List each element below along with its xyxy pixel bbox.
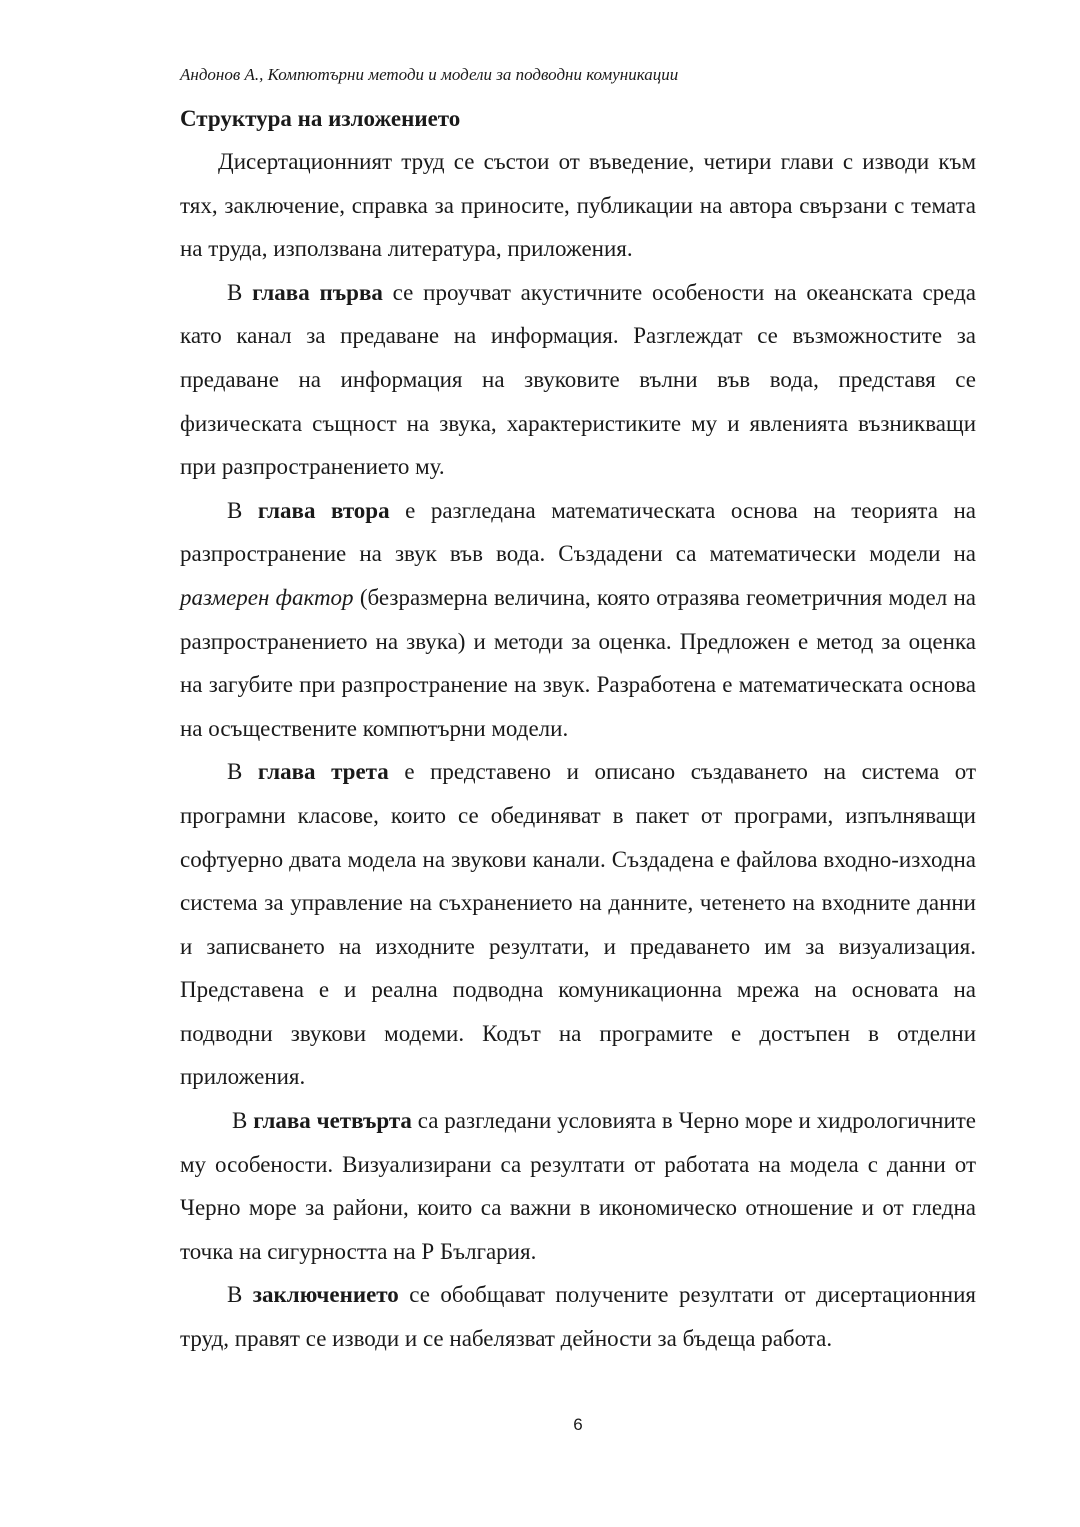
chapter-two-term: глава втора: [257, 497, 390, 523]
paragraph-text: е представено и описано създаването на система от програмни класове, които се обединяват в пакет от програми, изпълняващи софтуерно двата модела на звукови канали. Създадена е файлова входно-изходна система за управление на съхранението на данните, четенето на входните данни и записването на изходните резултати, и предаването им за визуализация. Представена е и реална подводна комуникационна мрежа на основата на подводни звукови модеми. Кодът на програмите е достъпен в отделни приложения.: [180, 759, 976, 1090]
chapter-three-term: глава трета: [257, 759, 389, 785]
paragraph-text: се обобщават получените резултати от дисертационния труд, правят се изводи и се набелязват дейности за бъдеща работа.: [180, 1282, 977, 1352]
chapter-four-term: глава четвърта: [253, 1108, 412, 1134]
paragraph-text: са разгледани условията в Черно море и хидрологичните му особености. Визуализирани са резултати от работата на модела с данни от Черно море за райони, които са важни в икономическо отношение и от гледна точка на сигурността на Р България.: [180, 1108, 977, 1264]
paragraph-text: е разгледана математическата основа на теорията на разпространение на звук във вода. Създадени са математически модели на: [180, 497, 976, 567]
paragraph-text-lead: В: [227, 1282, 253, 1308]
conclusion-term: заключението: [252, 1282, 399, 1308]
paragraph-text-lead: В: [227, 497, 258, 523]
body-text: [180, 140, 976, 1361]
paragraph-chapter-two: [180, 489, 976, 751]
paragraph-chapter-three: [180, 750, 976, 1099]
paragraph-text-lead: В: [227, 759, 258, 785]
running-header: Андонов А., Компютърни методи и модели за подводни комуникации: [180, 65, 679, 84]
section-heading: Структура на изложението: [180, 106, 461, 131]
paragraph-introduction: [180, 140, 976, 271]
paragraph-text-lead: В: [227, 279, 253, 305]
page-number: 6: [573, 1415, 583, 1434]
paragraph-conclusion: [180, 1273, 976, 1360]
dimension-factor-term: размерен фактор: [180, 584, 354, 610]
paragraph-chapter-four: [180, 1099, 976, 1273]
paragraph-text-lead: В: [232, 1108, 254, 1134]
chapter-one-term: глава първа: [252, 279, 383, 305]
paragraph-chapter-one: [180, 271, 976, 489]
paragraph-text: се проучват акустичните особености на океанската среда като канал за предаване на информация. Разглеждат се възможностите за предаване на информация на звуковите вълни във вода, представя се физическата същност на звука, характеристиките му и явленията възникващи при разпространението му.: [180, 279, 977, 480]
paragraph-text: (безразмерна величина, която отразява геометричния модел на разпространението на звука) и методи за оценка. Предложен е метод за оценка на загубите при разпространение на звук. Разработена е математическата основа на осъществените компютърни модели.: [180, 584, 976, 741]
paragraph-text: Дисертационният труд се състои от въведение, четири глави с изводи към тях, заключение, справка за приносите, публикации на автора свързани с темата на труда, използвана литература, приложения.: [180, 149, 976, 262]
